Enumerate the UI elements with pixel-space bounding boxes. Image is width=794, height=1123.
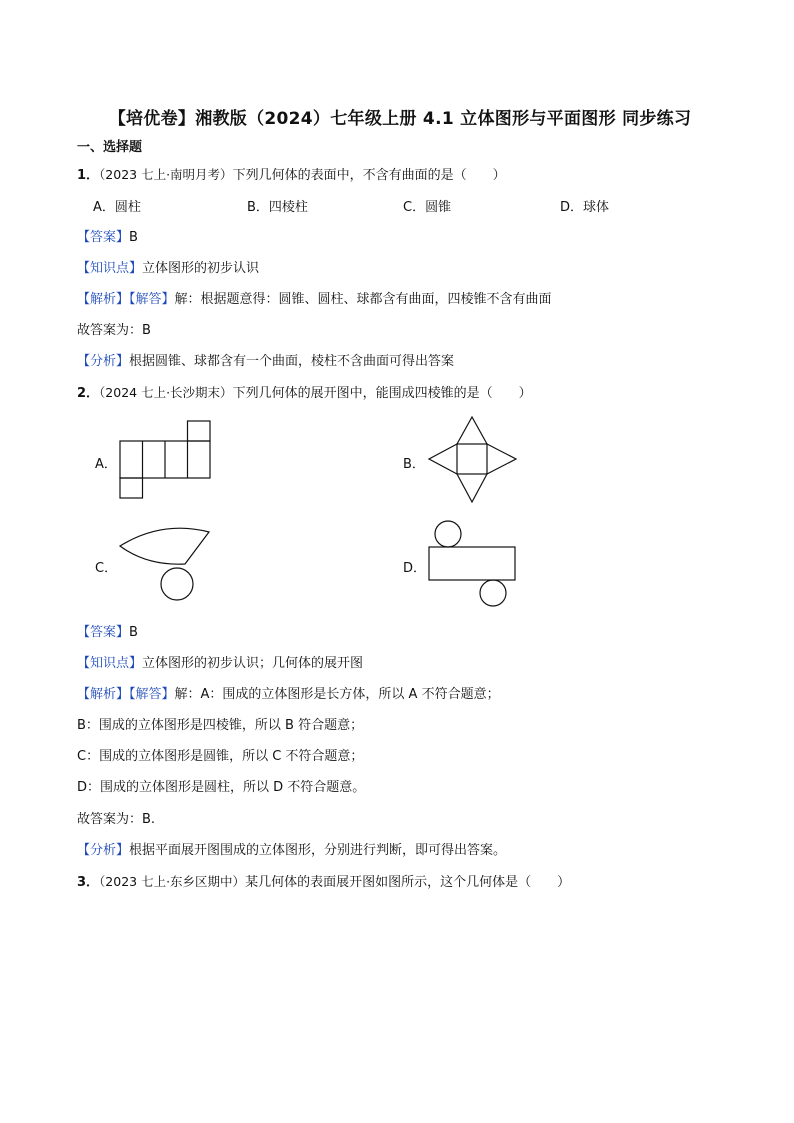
knowledge-point-tag: 【知识点】 <box>77 656 143 671</box>
question-source: （2023 七上·东乡区期中） <box>99 874 246 889</box>
section-heading: 一、选择题 <box>77 140 143 155</box>
question-source: （2024 七上·长沙期末） <box>99 385 233 400</box>
figure-b-pyramid-net <box>428 416 518 504</box>
analysis-line <box>77 686 500 704</box>
question-stem: 某几何体的表面展开图如图所示，这个几何体是（ ） <box>245 875 571 890</box>
figure-a-cuboid-net <box>119 420 213 500</box>
option-c: C．圆锥 <box>403 200 452 215</box>
figure-c-cone-net <box>117 528 213 604</box>
analysis-line-c: C：围成的立体图形是圆锥，所以 C 不符合题意； <box>77 749 364 764</box>
analysis-line-d: D：围成的立体图形是圆柱，所以 D 不符合题意。 <box>77 780 366 795</box>
knowledge-point-text: 立体图形的初步认识；几何体的展开图 <box>142 656 364 671</box>
figure-b-label: B． <box>403 457 425 472</box>
answer-tag: 【答案】 <box>77 230 130 245</box>
conclusion-line: 故答案为：B. <box>77 812 156 827</box>
question-number: 1． <box>77 168 100 183</box>
knowledge-point-text: 立体图形的初步认识 <box>142 261 260 276</box>
analysis-text: 解：A：围成的立体图形是长方体，所以 A 不符合题意； <box>174 687 500 702</box>
question-1 <box>77 166 506 185</box>
question-number: 2． <box>77 386 100 401</box>
page-title: 【培优卷】湘教版（2024）七年级上册 4.1 立体图形与平面图形 同步练习 <box>108 109 692 129</box>
comment-line <box>77 353 454 371</box>
knowledge-point-line <box>77 655 363 673</box>
answer-value: B <box>129 230 138 245</box>
option-b: B．四棱柱 <box>247 200 308 215</box>
option-d: D．球体 <box>560 200 610 215</box>
comment-text: 根据平面展开图围成的立体图形，分别进行判断，即可得出答案。 <box>129 843 507 858</box>
question-stem: 下列几何体的展开图中，能围成四棱锥的是（ ） <box>232 386 532 401</box>
answer-line <box>77 624 138 642</box>
comment-line <box>77 842 506 860</box>
conclusion-line: 故答案为：B <box>77 323 151 338</box>
analysis-text: 解：根据题意得：圆锥、圆柱、球都含有曲面，四棱锥不含有曲面 <box>174 292 552 307</box>
answer-value: B <box>129 625 138 640</box>
figure-d-label: D． <box>403 561 427 576</box>
answer-line <box>77 229 138 247</box>
knowledge-point-line <box>77 260 259 278</box>
analysis-tag: 【解析】【解答】 <box>77 687 175 702</box>
figure-d-cylinder-net <box>428 520 518 608</box>
question-stem: 下列几何体的表面中，不含有曲面的是（ ） <box>232 168 506 183</box>
analysis-tag: 【解析】【解答】 <box>77 292 175 307</box>
question-2 <box>77 384 532 403</box>
figure-c-label: C． <box>95 561 118 576</box>
analysis-line-b: B：围成的立体图形是四棱锥，所以 B 符合题意； <box>77 718 364 733</box>
comment-text: 根据圆锥、球都含有一个曲面，棱柱不含曲面可得出答案 <box>129 354 455 369</box>
analysis-line <box>77 291 552 309</box>
knowledge-point-tag: 【知识点】 <box>77 261 143 276</box>
question-source: （2023 七上·南明月考） <box>99 167 233 182</box>
option-a: A．圆柱 <box>93 200 141 215</box>
question-3 <box>77 873 570 892</box>
answer-tag: 【答案】 <box>77 625 130 640</box>
figure-a-label: A． <box>95 457 117 472</box>
comment-tag: 【分析】 <box>77 843 130 858</box>
question-number: 3． <box>77 875 100 890</box>
comment-tag: 【分析】 <box>77 354 130 369</box>
